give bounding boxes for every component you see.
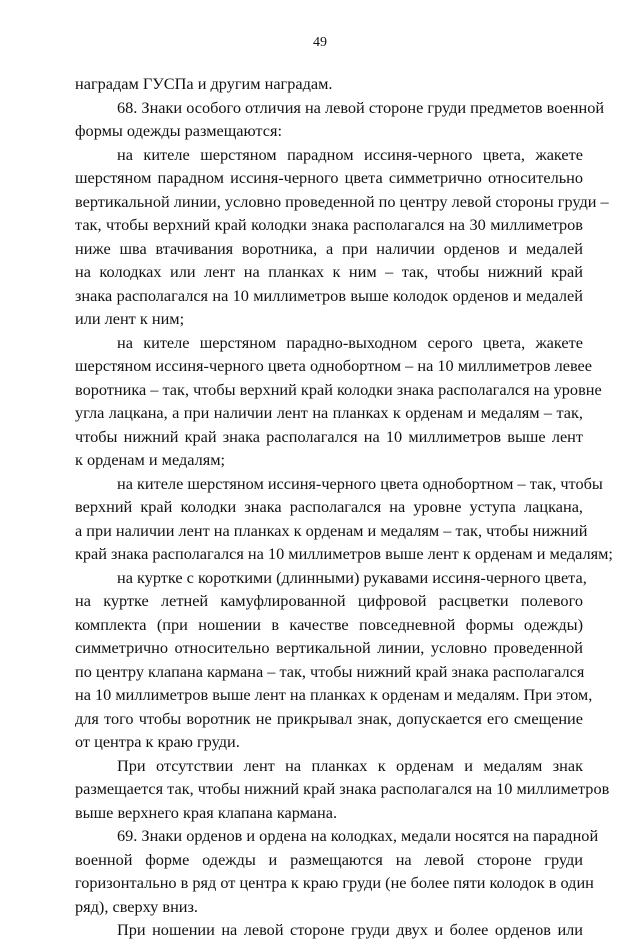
text-line: по центру клапана кармана – так, чтобы нижний край знака располагался — [75, 661, 585, 681]
text-line: 68. Знаки особого отличия на левой стороне груди предметов военной — [117, 97, 605, 117]
text-line: военной форме одежды и размещаются на левой стороне груди — [75, 849, 583, 869]
text-line: край знака располагался на 10 миллиметров выше лент к орденам и медалям; — [75, 544, 613, 563]
paragraph — [75, 824, 599, 918]
text-line: горизонтально в ряд от центра к краю груди (не более пяти колодок в один — [75, 873, 594, 892]
text-line: комплекта (при ношении в качестве повседневной формы одежды) — [75, 614, 583, 634]
text-line: 69. Знаки орденов и ордена на колодках, медали носятся на парадной — [117, 826, 599, 845]
text-line: размещается так, чтобы нижний край знака располагался на 10 миллиметров — [75, 779, 610, 798]
text-line: угла лацкана, а при наличии лент на планках к орденам и медалям – так, — [75, 403, 583, 422]
paragraph — [75, 96, 605, 143]
paragraph — [75, 331, 602, 472]
paragraph — [75, 754, 610, 825]
paragraph — [75, 143, 609, 331]
text-line: чтобы нижний край знака располагался на 10 миллиметров выше лент — [75, 426, 583, 446]
text-line: выше верхнего края клапана кармана. — [75, 802, 338, 822]
text-line: воротника – так, чтобы верхний край колодки знака располагался на уровне — [75, 379, 602, 399]
text-line: так, чтобы верхний край колодки знака располагался на 30 миллиметров — [75, 215, 583, 234]
text-line: на куртке с короткими (длинными) рукавами иссиня-черного цвета, — [117, 567, 587, 587]
text-line: ряд), сверху вниз. — [75, 896, 199, 916]
document-body — [75, 72, 613, 942]
text-line: симметрично относительно вертикальной линии, условно проведенной — [75, 638, 583, 657]
text-line: или лент к ним; — [75, 309, 185, 328]
text-line: на 10 миллиметров выше лент на планках к орденам и медалям. При этом, — [75, 685, 593, 704]
text-line: на кителе шерстяном парадно-выходном серого цвета, жакете — [117, 332, 583, 352]
text-line: вертикальной линии, условно проведенной по центру левой стороны груди – — [75, 191, 609, 211]
text-line: на колодках или лент на планках к ним – так, чтобы нижний край — [75, 262, 583, 281]
paragraph — [75, 72, 583, 96]
paragraph — [75, 472, 613, 566]
text-line: а при наличии лент на планках к орденам и медалям – так, чтобы нижний — [75, 520, 588, 540]
text-line: ниже шва втачивания воротника, а при наличии орденов и медалей — [75, 238, 583, 258]
text-line: для того чтобы воротник не прикрывал знак, допускается его смещение — [75, 708, 583, 728]
text-line: к орденам и медалям; — [75, 450, 226, 469]
text-line: шерстяном иссиня-черного цвета однобортном – на 10 миллиметров левее — [75, 356, 592, 375]
text-line: на кителе шерстяном иссиня-черного цвета однобортном – так, чтобы — [117, 473, 603, 493]
paragraph — [75, 566, 593, 754]
text-line: на куртке летней камуфлированной цифровой расцветки полевого — [75, 591, 583, 610]
text-line: При ношении на левой стороне груди двух и более орденов или — [117, 920, 583, 939]
text-line: шерстяном парадном иссиня-черного цвета симметрично относительно — [75, 168, 583, 187]
paragraph — [75, 918, 583, 942]
page-number: 49 — [313, 35, 327, 50]
text-line: верхний край колодки знака располагался на уровне уступа лацкана, — [75, 497, 583, 516]
text-line: наградам ГУСПа и другим наградам. — [75, 74, 333, 93]
text-line: от центра к краю груди. — [75, 732, 240, 751]
text-line: формы одежды размещаются: — [75, 121, 282, 140]
text-line: знака располагался на 10 миллиметров выше колодок орденов и медалей — [75, 285, 583, 305]
text-line: на кителе шерстяном парадном иссиня-черного цвета, жакете — [117, 144, 583, 164]
text-line: При отсутствии лент на планках к орденам и медалям знак — [117, 755, 583, 775]
